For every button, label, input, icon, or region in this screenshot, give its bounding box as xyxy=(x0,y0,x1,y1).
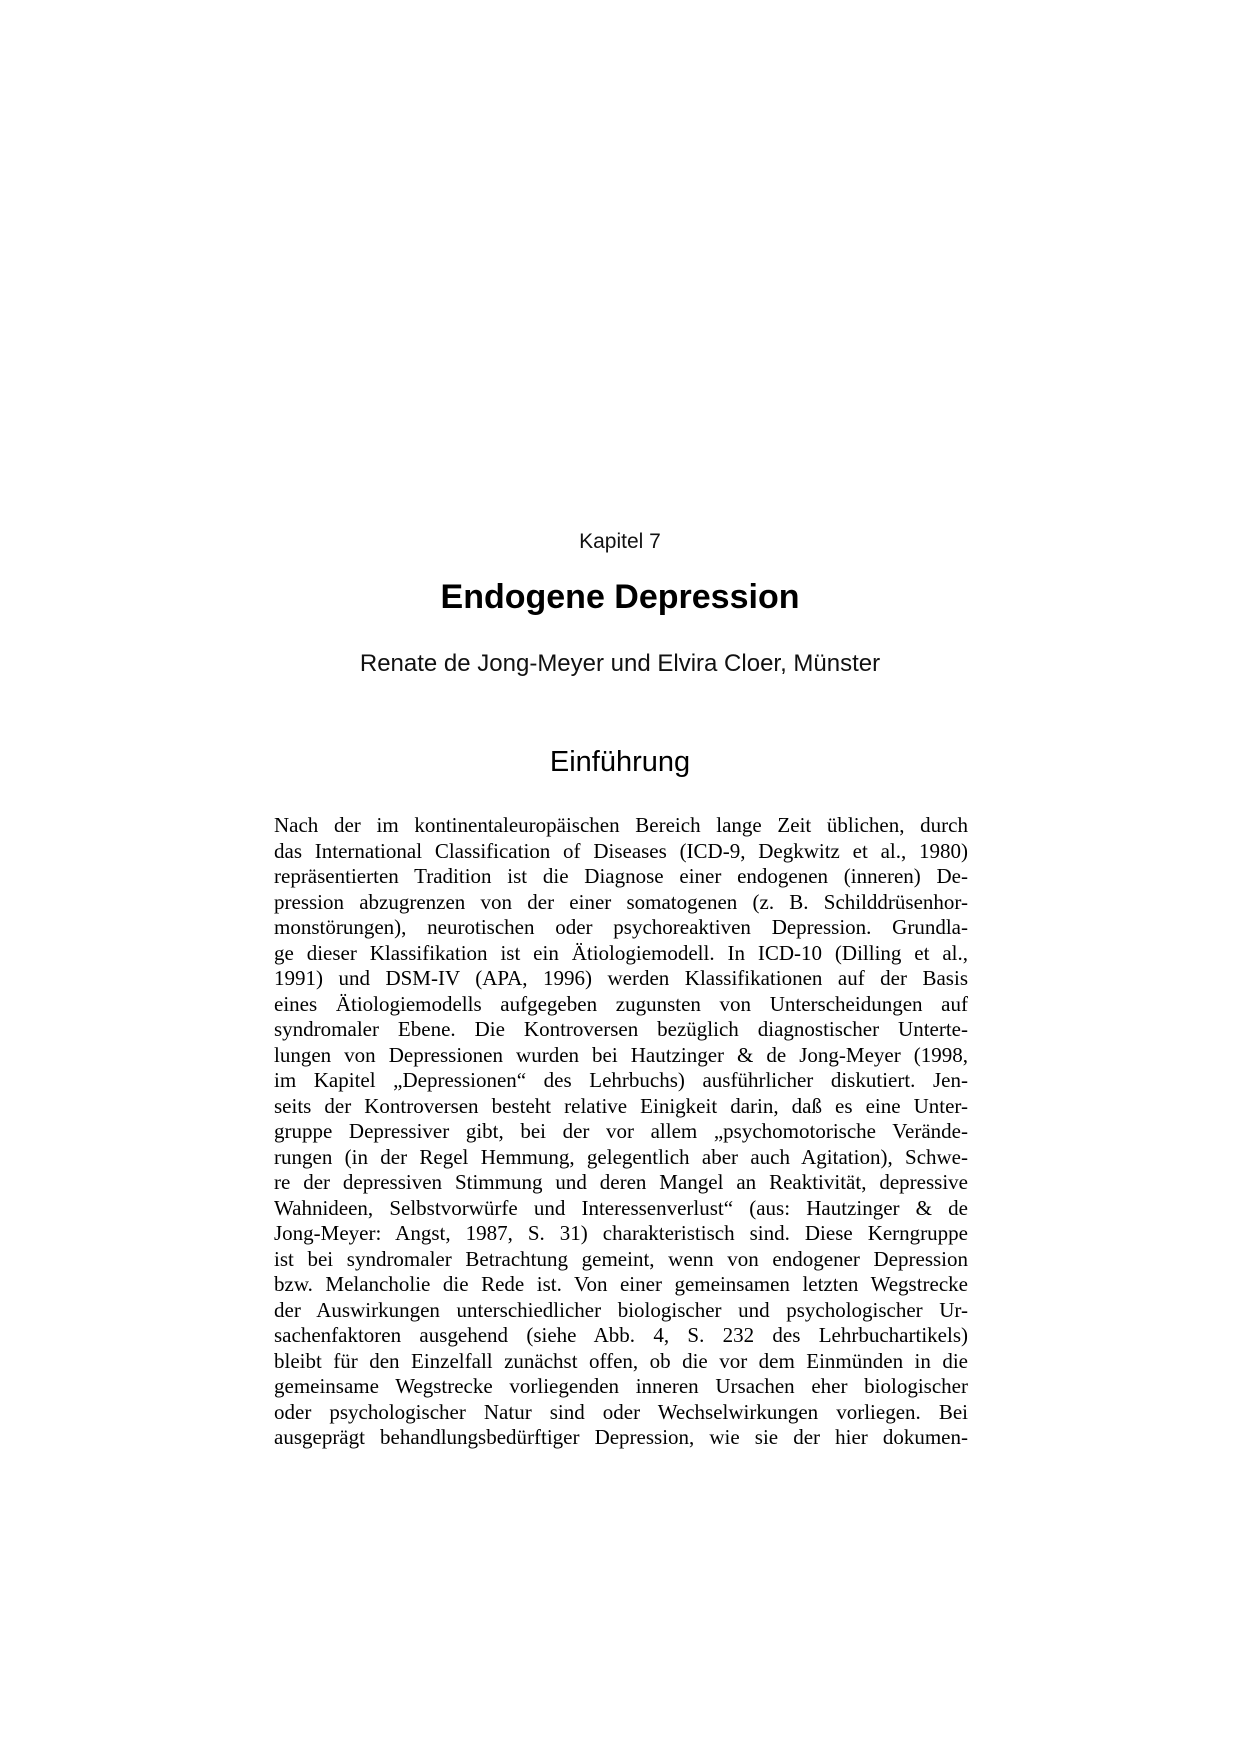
body-line: der Auswirkungen unterschiedlicher biologischer und psychologischer Ur- xyxy=(274,1297,968,1322)
body-line: bleibt für den Einzelfall zunächst offen, ob die vor dem Einmünden in die xyxy=(274,1348,968,1373)
section-heading: Einführung xyxy=(549,746,691,778)
body-paragraph xyxy=(274,813,968,1451)
chapter-authors: Renate de Jong-Meyer und Elvira Cloer, Münster xyxy=(359,650,881,677)
body-line: syndromaler Ebene. Die Kontroversen bezüglich diagnostischer Unterte- xyxy=(274,1017,968,1041)
body-line: eines Ätiologiemodells aufgegeben zugunsten von Unterscheidungen auf xyxy=(274,991,968,1016)
body-line: gemeinsame Wegstrecke vorliegenden inneren Ursachen eher biologischer xyxy=(274,1374,968,1398)
body-line: re der depressiven Stimmung und deren Mangel an Reaktivität, depressive xyxy=(274,1170,968,1194)
body-line: repräsentierten Tradition ist die Diagnose einer endogenen (inneren) De- xyxy=(274,864,968,888)
body-line: oder psychologischer Natur sind oder Wechselwirkungen vorliegen. Bei xyxy=(274,1399,968,1424)
body-line: bzw. Melancholie die Rede ist. Von einer gemeinsamen letzten Wegstrecke xyxy=(274,1272,968,1296)
body-line: gruppe Depressiver gibt, bei der vor allem „psychomotorische Verände- xyxy=(274,1119,968,1143)
body-line: Wahnideen, Selbstvorwürfe und Interessenverlust“ (aus: Hautzinger & de xyxy=(274,1195,968,1220)
body-line: pression abzugrenzen von der einer somatogenen (z. B. Schilddrüsenhor- xyxy=(274,889,968,914)
body-line: ausgeprägt behandlungsbedürftiger Depression, wie sie der hier dokumen- xyxy=(274,1425,968,1449)
body-line: monstörungen), neurotischen oder psychoreaktiven Depression. Grundla- xyxy=(274,915,968,939)
chapter-title: Endogene Depression xyxy=(440,578,800,616)
body-line: das International Classification of Diseases (ICD-9, Degkwitz et al., 1980) xyxy=(274,838,968,863)
body-line: rungen (in der Regel Hemmung, gelegentlich aber auch Agitation), Schwe- xyxy=(274,1144,968,1169)
body-line: ist bei syndromaler Betrachtung gemeint, wenn von endogener Depression xyxy=(274,1246,968,1271)
body-line: im Kapitel „Depressionen“ des Lehrbuchs) ausführlicher diskutiert. Jen- xyxy=(274,1068,968,1092)
body-line: 1991) und DSM-IV (APA, 1996) werden Klassifikationen auf der Basis xyxy=(274,966,968,990)
body-line: Nach der im kontinentaleuropäischen Bereich lange Zeit üblichen, durch xyxy=(274,813,968,837)
body-line: seits der Kontroversen besteht relative Einigkeit darin, daß es eine Unter- xyxy=(274,1093,968,1118)
body-line: sachenfaktoren ausgehend (siehe Abb. 4, S. 232 des Lehrbuchartikels) xyxy=(274,1323,968,1347)
body-line: ge dieser Klassifikation ist ein Ätiologiemodell. In ICD-10 (Dilling et al., xyxy=(274,940,968,965)
body-line: Jong-Meyer: Angst, 1987, S. 31) charakteristisch sind. Diese Kerngruppe xyxy=(274,1221,968,1245)
chapter-label: Kapitel 7 xyxy=(579,530,661,553)
body-line: lungen von Depressionen wurden bei Hautzinger & de Jong-Meyer (1998, xyxy=(274,1042,968,1067)
